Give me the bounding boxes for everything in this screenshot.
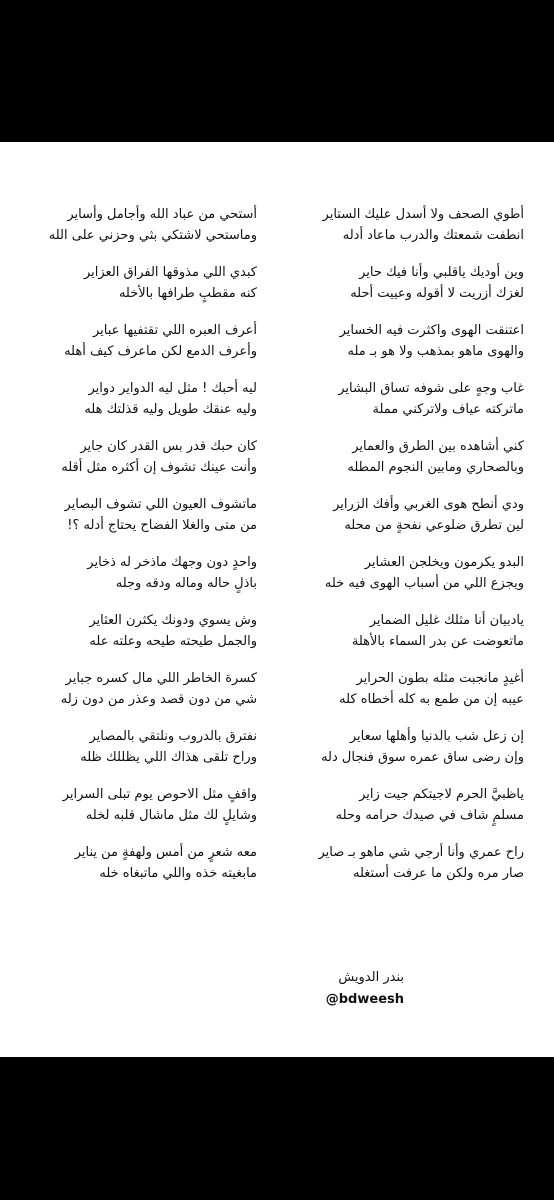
poem-line: أغيدٍ مانجبت مثله بطون الحراير xyxy=(356,671,524,686)
poet-handle: @bdweesh xyxy=(325,992,404,1007)
poem-line: وأنت عينك تشوف إن أكثره مثل أقله xyxy=(61,460,257,475)
poem-line: أطوي الصحف ولا أسدل عليك الستاير xyxy=(322,207,524,222)
poem-stanza xyxy=(277,320,524,378)
poem-line: كنه مقطبٍ طرافها بالأخله xyxy=(118,286,257,301)
poem-stanza xyxy=(277,204,524,262)
poem-stanza xyxy=(0,378,257,436)
poem-stanza xyxy=(277,726,524,784)
poem-line: كبدي اللي مذوقها الفراق العزاير xyxy=(83,265,257,280)
poem-stanza xyxy=(277,842,524,900)
poem-line: والهوى ماهو بمذهب ولا هو بـ مله xyxy=(347,344,524,359)
poem-line: وأعرف الدمع لكن ماعرف كيف أهله xyxy=(64,344,257,359)
poem-line: من متى والغلا الفضاح يحتاج أدله ؟! xyxy=(67,518,257,533)
poet-name: بندر الدويش xyxy=(338,970,404,985)
poem-line: كسرة الخاطر اللي مال كسره جباير xyxy=(65,671,257,686)
poem-line: وبالصحاري ومابين النجوم المطله xyxy=(347,460,524,475)
poem-line: واحدٍ دون وجهك ماذخر له ذخاير xyxy=(87,555,257,570)
poem-line: واقفٍ مثل الاحوص يوم تبلى السراير xyxy=(62,787,257,802)
poem-line: لغزك أزريت لا أقوله وعييت أحله xyxy=(350,286,524,301)
poem-column-right xyxy=(277,204,554,900)
poem-line: أستحي من عباد الله وأجامل وأساير xyxy=(67,207,257,222)
poem-stanza xyxy=(0,610,257,668)
poem-line: يادبيان أنا مثلك غليل الضماير xyxy=(369,613,524,628)
poem-stanza xyxy=(277,378,524,436)
poem-stanza xyxy=(0,436,257,494)
poem-line: غاب وجهٍ على شوفه تساق البشاير xyxy=(338,381,524,396)
poem-column-left xyxy=(0,204,277,900)
poem-line: وماستحي لاشتكي بثي وحزني على الله xyxy=(48,228,257,243)
poem-stanza xyxy=(0,204,257,262)
poem-line: أعرف العبره اللي تقتفيها عباير xyxy=(92,323,257,338)
poem-stanza xyxy=(277,784,524,842)
poem-stanza xyxy=(0,552,257,610)
poem-page xyxy=(0,142,554,1057)
poem-line: وإن رضى ساق عمره سوق فنجال دله xyxy=(321,750,524,765)
poem-line: ياظبيَّ الحرم لاجيتكم جيت زاير xyxy=(359,787,524,802)
poem-stanza xyxy=(0,320,257,378)
poem-line: معه شعرٍ من أمس ولهفةٍ من يناير xyxy=(74,845,257,860)
poem-line: صار مره ولكن ما عرفت أستغله xyxy=(352,866,524,881)
poem-stanza xyxy=(277,552,524,610)
poem-line: ماتركته عياف ولاتركني مملة xyxy=(372,402,524,417)
poem-line: وش يسوي ودونك يكثرن العثاير xyxy=(89,613,257,628)
poem-line: ويجزع اللي من أسباب الهوى فيه خله xyxy=(324,576,524,591)
poem-line: وين أوديك ياقلبي وأنا فيك حاير xyxy=(359,265,524,280)
poem-line: ماتشوف العيون اللي تشوف البصاير xyxy=(64,497,257,512)
poem-grid xyxy=(0,204,554,900)
poem-stanza xyxy=(0,842,257,900)
poem-line: راح عمري وأنا أرجي شي ماهو بـ صاير xyxy=(318,845,524,860)
poem-line: والجمل طيحته طيحه وعلته عله xyxy=(89,634,257,649)
poem-line: مابغيته خذه واللي ماتبغاه خله xyxy=(99,866,257,881)
poem-line: كني أشاهده بين الطرق والعماير xyxy=(352,439,524,454)
poem-line: وليه عنقك طويل وليه قذلتك هله xyxy=(84,402,257,417)
poem-line: وراح تلقى هذاك اللي يظللك ظله xyxy=(80,750,257,765)
poem-line: ليه أحبك ! مثل ليه الدواير دواير xyxy=(88,381,257,396)
poem-line: إن زعل شب بالدنيا وأهلها سعاير xyxy=(349,729,524,744)
poem-line: ودي أنطح هوى الغربي وأفك الزراير xyxy=(333,497,524,512)
poem-stanza xyxy=(277,494,524,552)
poem-line: نفترق بالدروب ونلتقي بالمصاير xyxy=(89,729,257,744)
poem-stanza xyxy=(277,262,524,320)
poem-line: ماتعوضت عن بدر السماء بالأهلة xyxy=(351,634,524,649)
poem-line: باذلٍ حاله وماله ودقه وجله xyxy=(115,576,257,591)
poem-stanza xyxy=(0,494,257,552)
poem-stanza xyxy=(0,784,257,842)
poem-stanza xyxy=(0,668,257,726)
poem-stanza xyxy=(0,262,257,320)
poem-line: وشايلٍ لك مثل ماشال قلبه لخله xyxy=(85,808,257,823)
signature-block xyxy=(0,968,554,1010)
poem-line: اعتنقت الهوى واكثرت فيه الخساير xyxy=(339,323,524,338)
poem-line: عيبه إن من طمع به كله أخطاه كله xyxy=(339,692,524,707)
poem-line: كان حبك قدر بس القدر كان جاير xyxy=(80,439,257,454)
poem-line: مسلمٍ شاف في صيدك حرامه وحله xyxy=(335,808,524,823)
poem-stanza xyxy=(0,726,257,784)
poem-line: لين تطرق ضلوعي نفحةٍ من محله xyxy=(344,518,524,533)
poem-stanza xyxy=(277,610,524,668)
poem-stanza xyxy=(277,668,524,726)
poem-stanza xyxy=(277,436,524,494)
poem-line: انطفت شمعتك والدرب ماعاد أدله xyxy=(342,228,524,243)
poem-line: البدو يكرمون ويخلجن العشاير xyxy=(364,555,524,570)
poem-line: شي من دون قصد وعذر من دون زله xyxy=(60,692,257,707)
